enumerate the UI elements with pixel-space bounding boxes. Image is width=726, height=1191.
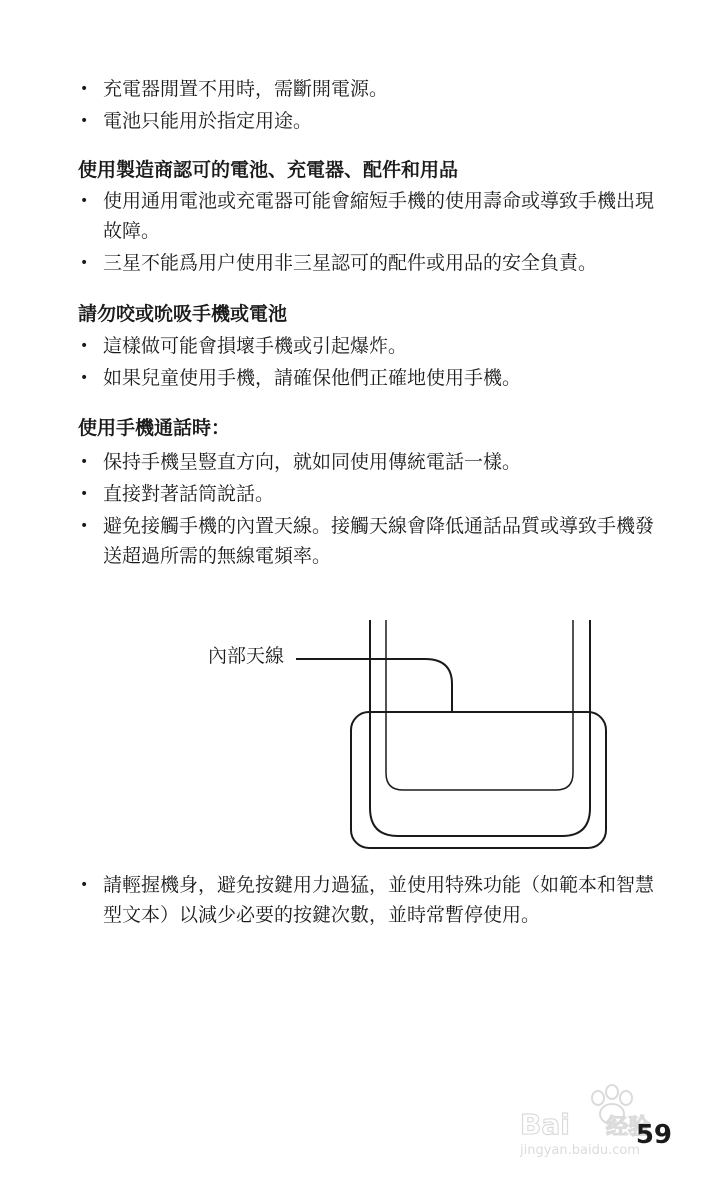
list-item [78, 331, 678, 361]
baidu-watermark-logo [520, 1080, 700, 1160]
bite-bullet-list [78, 331, 678, 395]
list-item [78, 447, 668, 477]
bite-heading: 請勿咬或吮吸手機或電池 [78, 303, 288, 325]
svg-text:Bai: Bai [520, 1108, 570, 1141]
bullet-icon: • [80, 113, 89, 129]
list-item [78, 186, 658, 246]
list-item [78, 363, 678, 393]
antenna-leader-line [296, 659, 452, 712]
bullet-text: 三星不能爲用户使用非三星認可的配件或用品的安全負責。 [103, 252, 598, 274]
bullet-text: 這樣做可能會損壞手機或引起爆炸。 [103, 335, 408, 357]
bullet-text: 電池只能用於指定用途。 [103, 110, 313, 132]
svg-text:jingyan.baidu.com: jingyan.baidu.com [520, 1143, 640, 1158]
page-number: 59 [635, 1120, 672, 1150]
internal-antenna-label: 內部天線 [208, 645, 285, 667]
bullet-icon: • [80, 518, 89, 534]
bullet-icon: • [80, 338, 89, 354]
bullet-icon: • [80, 486, 89, 502]
phone-inner-edge [386, 620, 573, 790]
bullet-text: 保持手機呈豎直方向，就如同使用傳統電話一樣。 [103, 451, 522, 473]
bullet-text: 避免接觸手機的內置天線。接觸天線會降低通話品質或導致手機發送超過所需的無線電頻率。 [103, 515, 655, 567]
bullet-icon: • [80, 454, 89, 470]
call-heading: 使用手機通話時： [78, 417, 231, 439]
antenna-region-outline [351, 712, 606, 848]
svg-text:经验: 经验 [606, 1115, 651, 1140]
bullet-text: 如果兒童使用手機，請確保他們正確地使用手機。 [103, 367, 522, 389]
keys-bullet-list [78, 870, 668, 932]
bullet-icon: • [80, 193, 89, 209]
accessories-heading: 使用製造商認可的電池、充電器、配件和用品 [78, 159, 459, 181]
bullet-icon: • [80, 877, 89, 893]
bullet-icon: • [80, 370, 89, 386]
bullet-text: 使用通用電池或充電器可能會縮短手機的使用壽命或導致手機出現故障。 [103, 190, 655, 242]
phone-outer-edge [370, 620, 590, 836]
bullet-icon: • [80, 255, 89, 271]
list-item [78, 511, 668, 571]
bullet-text: 請輕握機身，避免按鍵用力過猛，並使用特殊功能（如範本和智慧型文本）以減少必要的按鍵次數，並時常暫停使用。 [103, 874, 655, 926]
bullet-text: 直接對著話筒說話。 [103, 483, 275, 505]
list-item [78, 106, 678, 136]
charger-bullet-list [78, 74, 678, 138]
list-item [78, 74, 678, 104]
list-item [78, 248, 658, 278]
list-item [78, 870, 668, 930]
bullet-icon: • [80, 81, 89, 97]
list-item [78, 479, 668, 509]
bullet-text: 充電器閒置不用時，需斷開電源。 [103, 78, 389, 100]
accessories-bullet-list [78, 186, 658, 280]
antenna-diagram [200, 618, 620, 858]
call-bullet-list [78, 447, 668, 573]
